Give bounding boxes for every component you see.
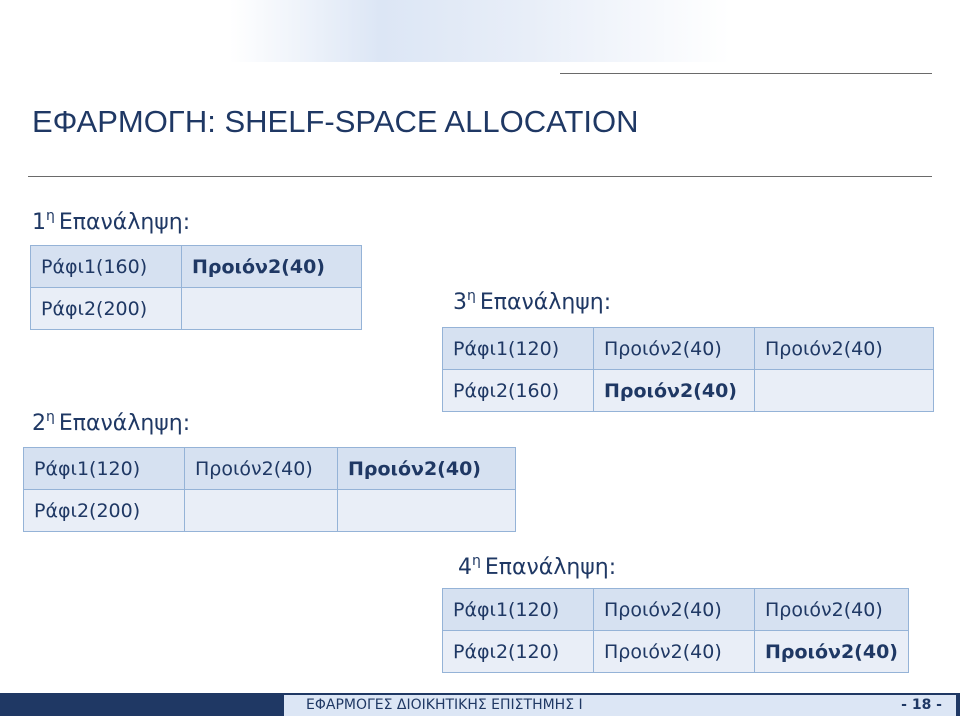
table-cell: Προιόν2(40): [755, 631, 909, 673]
table-cell: [185, 490, 338, 532]
page-title: ΕΦΑΡΜΟΓΗ: SHELF-SPACE ALLOCATION: [32, 104, 639, 139]
table-cell: [182, 288, 362, 330]
table-cell: Προιόν2(40): [594, 328, 755, 370]
iteration-1-heading: $1^\eta$ Επανάληψη:: [32, 208, 191, 235]
top-divider: [560, 73, 932, 74]
page-number: - 18 -: [901, 697, 942, 713]
table-cell: Προιόν2(40): [755, 328, 934, 370]
table-cell: Προιόν2(40): [594, 631, 755, 673]
table-cell: Προιόν2(40): [594, 589, 755, 631]
iteration-4-table: [442, 588, 909, 673]
iteration-3-table: [442, 327, 934, 412]
table-cell: [338, 490, 516, 532]
table-cell: Ράφι1(120): [443, 589, 594, 631]
iteration-3-heading: $3^\eta$ Επανάληψη:: [453, 288, 612, 315]
table-cell: Προιόν2(40): [755, 589, 909, 631]
table-cell: Ράφι2(200): [31, 288, 182, 330]
iteration-2-table: [23, 447, 516, 532]
title-divider: [28, 176, 932, 177]
iteration-1-table: [30, 245, 362, 330]
table-cell: Προιόν2(40): [182, 246, 362, 288]
table-cell: Προιόν2(40): [594, 370, 755, 412]
table-cell: Προιόν2(40): [338, 448, 516, 490]
table-cell: Ράφι1(160): [31, 246, 182, 288]
header-decoration: [230, 0, 730, 62]
table-cell: Ράφι2(160): [443, 370, 594, 412]
table-cell: Ράφι1(120): [24, 448, 185, 490]
iteration-2-heading: $2^\eta$ Επανάληψη:: [32, 409, 191, 436]
table-cell: Ράφι2(200): [24, 490, 185, 532]
footer-title: ΕΦΑΡΜΟΓΕΣ ΔΙΟΙΚΗΤΙΚΗΣ ΕΠΙΣΤΗΜΗΣ Ι: [306, 697, 583, 713]
table-cell: Προιόν2(40): [185, 448, 338, 490]
table-cell: Ράφι1(120): [443, 328, 594, 370]
iteration-4-heading: $4^\eta$ Επανάληψη:: [458, 553, 617, 580]
footer-bar: [0, 693, 960, 716]
table-cell: [755, 370, 934, 412]
table-cell: Ράφι2(120): [443, 631, 594, 673]
